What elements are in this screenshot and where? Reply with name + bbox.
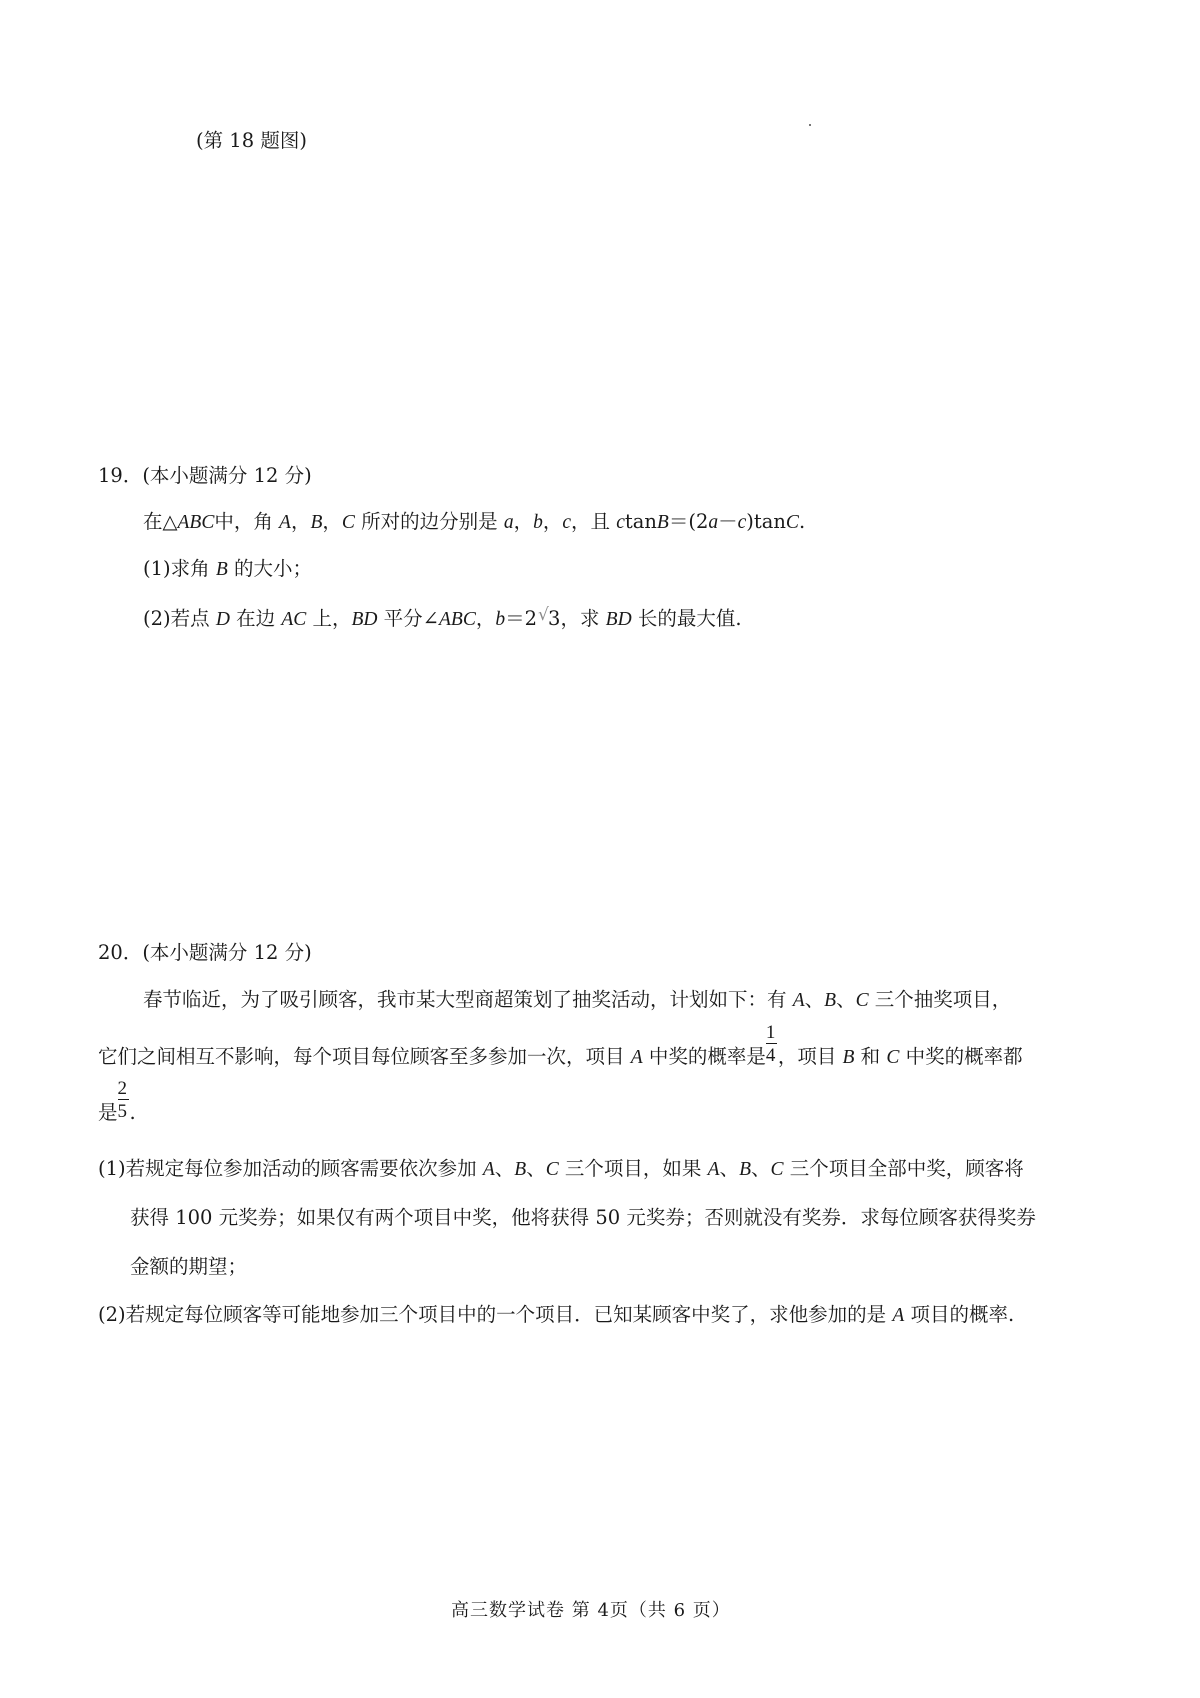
q19-part2: (2)若点 D 在边 AC 上，BD 平分∠ABC，b＝2√ 3，求 BD 长的最大值. — [143, 603, 742, 631]
figure-caption: (第 18 题图) — [196, 129, 307, 152]
q20-header: 20．(本小题满分 12 分) — [98, 941, 312, 964]
q20-intro-line2: 它们之间相互不影响，每个项目每位顾客至多参加一次，项目 A 中奖的概率是 $\frac{1}{4}$ ，项目 B 和 C 中奖的概率都 — [98, 1021, 1023, 1068]
fraction-two-fifths: $\frac{2}{5}$ — [117, 1077, 128, 1122]
q20-part1-line1: (1)若规定每位参加活动的顾客需要依次参加 A、B、C 三个项目，如果 A、B、C 三个项目全部中奖，顾客将 — [98, 1157, 1024, 1180]
q19-header: 19．(本小题满分 12 分) — [98, 464, 312, 487]
q20-intro-line1: 春节临近，为了吸引顾客，我市某大型商超策划了抽奖活动，计划如下：有 A、B、C 三个抽奖项目， — [143, 988, 1012, 1011]
q20-part2: (2)若规定每位顾客等可能地参加三个项目中的一个项目．已知某顾客中奖了，求他参加的是 A 项目的概率. — [98, 1303, 1015, 1326]
q19-statement: 在△ABC中，角 A，B，C 所对的边分别是 a，b，c，且 ctanB＝(2a－c)tanC. — [143, 510, 806, 533]
q20-part1-line3: 金额的期望； — [130, 1255, 248, 1278]
q20-intro-line3: 是 $\frac{2}{5}$ . — [98, 1077, 136, 1124]
sqrt-symbol: √ 3 — [539, 607, 560, 630]
q19-part1: (1)求角 B 的大小； — [143, 557, 312, 580]
page-footer: 高三数学试卷 第 4页（共 6 页） — [451, 1600, 731, 1621]
stray-mark — [809, 124, 811, 126]
fraction-one-quarter: $\frac{1}{4}$ — [765, 1021, 776, 1066]
q20-part1-line2: 获得 100 元奖券；如果仅有两个项目中奖，他将获得 50 元奖券；否则就没有奖券．求每位顾客获得奖券 — [130, 1206, 1036, 1229]
